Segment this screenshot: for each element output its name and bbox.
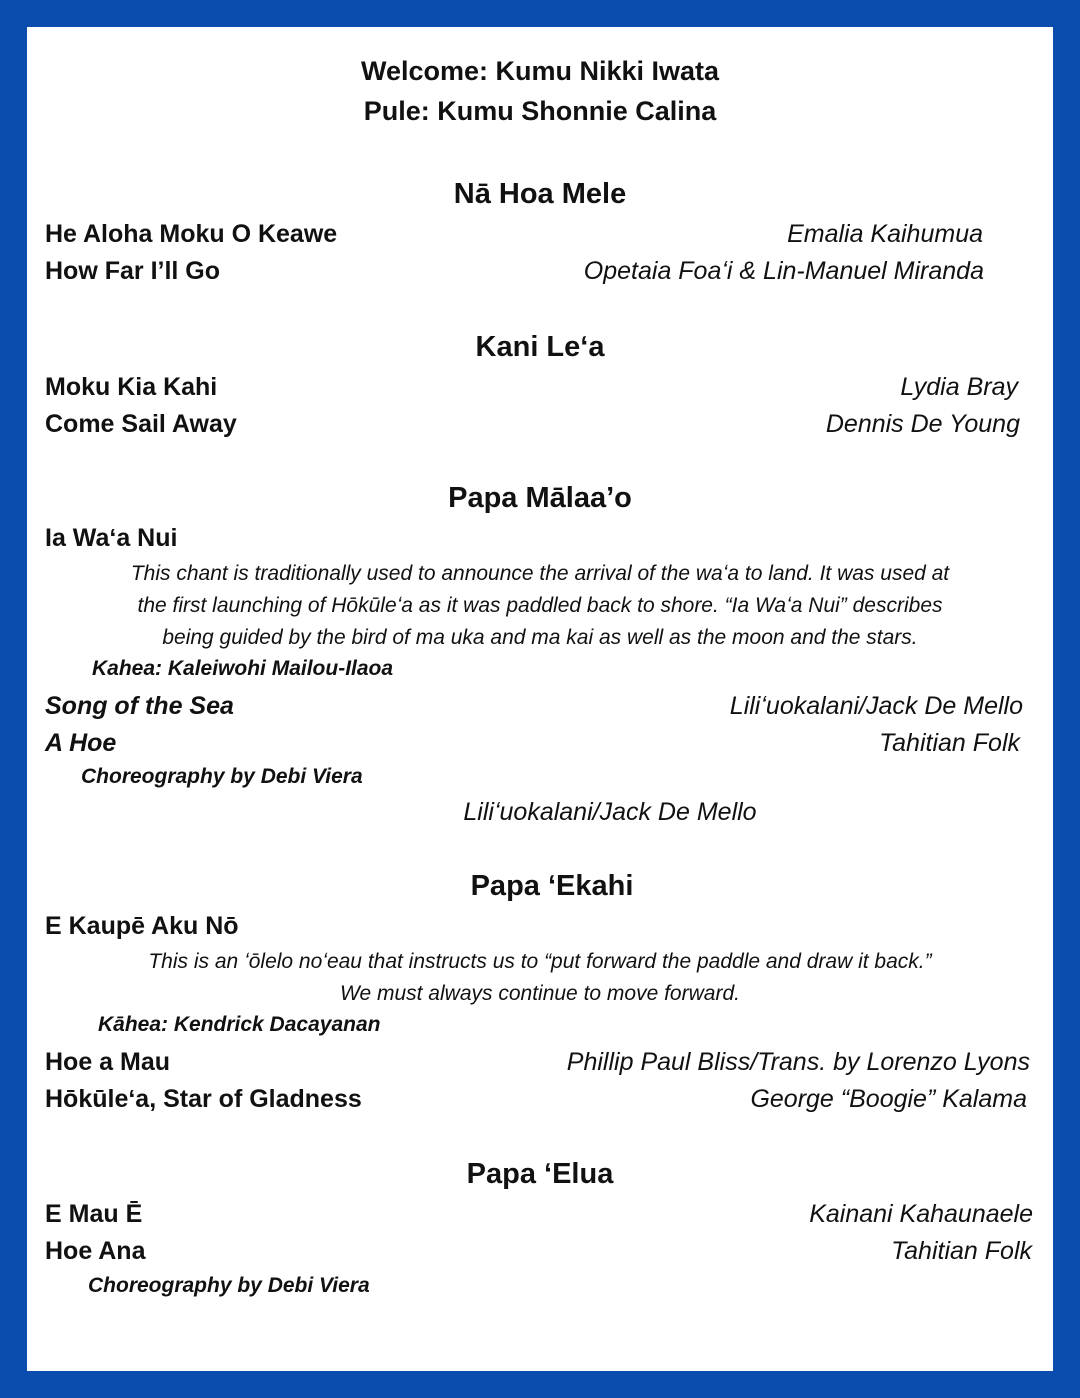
chant-description-line: being guided by the bird of ma uka and ma kai as well as the moon and the stars. (162, 626, 918, 649)
song-title: A Hoe (45, 729, 117, 757)
song-composer: Kainani Kahaunaele (809, 1200, 1033, 1228)
song-composer: Liliʻuokalani/Jack De Mello (729, 692, 1023, 720)
song-title: Hoe a Mau (45, 1048, 171, 1076)
welcome-line: Welcome: Kumu Nikki Iwata (360, 56, 720, 86)
song-title: Song of the Sea (45, 692, 234, 720)
song-title: Hōkūleʻa, Star of Gladness (45, 1085, 362, 1113)
chant-description-line: This is an ʻōlelo noʻeau that instructs us to “put forward the paddle and draw it back.” (148, 950, 932, 973)
kahea-credit: Kāhea: Kendrick Dacayanan (98, 1013, 381, 1036)
choreography-credit: Choreography by Debi Viera (88, 1274, 370, 1297)
song-title: E Mau Ē (45, 1200, 143, 1228)
kahea-credit: Kahea: Kaleiwohi Mailou-Ilaoa (92, 657, 394, 680)
pule-line: Pule: Kumu Shonnie Calina (363, 96, 717, 126)
song-title: Come Sail Away (45, 410, 237, 438)
section-heading-na-hoa-mele: Nā Hoa Mele (453, 178, 627, 210)
choreography-credit: Choreography by Debi Viera (81, 765, 363, 788)
extra-composer-credit: Liliʻuokalani/Jack De Mello (463, 798, 757, 826)
song-composer: Tahitian Folk (891, 1237, 1032, 1265)
chant-description-line: We must always continue to move forward. (340, 982, 740, 1005)
section-heading-papa-malaao: Papa Mālaa’o (448, 482, 632, 514)
chant-title: Ia Waʻa Nui (45, 524, 178, 552)
section-heading-kani-lea: Kani Leʻa (475, 331, 605, 363)
song-composer: Emalia Kaihumua (787, 220, 983, 248)
song-composer: George “Boogie” Kalama (750, 1085, 1027, 1113)
song-title: Hoe Ana (45, 1237, 146, 1265)
song-composer: Lydia Bray (900, 373, 1018, 401)
chant-description-line: the first launching of Hōkūleʻa as it was paddled back to shore. “Ia Waʻa Nui” describes (137, 594, 943, 617)
song-title: Moku Kia Kahi (45, 373, 218, 401)
chant-title: E Kaupē Aku Nō (45, 912, 239, 940)
song-composer: Phillip Paul Bliss/Trans. by Lorenzo Lyons (566, 1048, 1030, 1076)
section-heading-papa-ekahi: Papa ʻEkahi (470, 870, 634, 902)
song-composer: Tahitian Folk (879, 729, 1020, 757)
chant-description-line: This chant is traditionally used to announce the arrival of the waʻa to land. It was used at (130, 562, 950, 585)
section-heading-papa-elua: Papa ʻElua (466, 1158, 614, 1190)
song-composer: Opetaia Foaʻi & Lin-Manuel Miranda (583, 257, 984, 285)
song-title: How Far I’ll Go (45, 257, 221, 285)
song-composer: Dennis De Young (825, 410, 1020, 438)
song-title: He Aloha Moku O Keawe (45, 220, 338, 248)
